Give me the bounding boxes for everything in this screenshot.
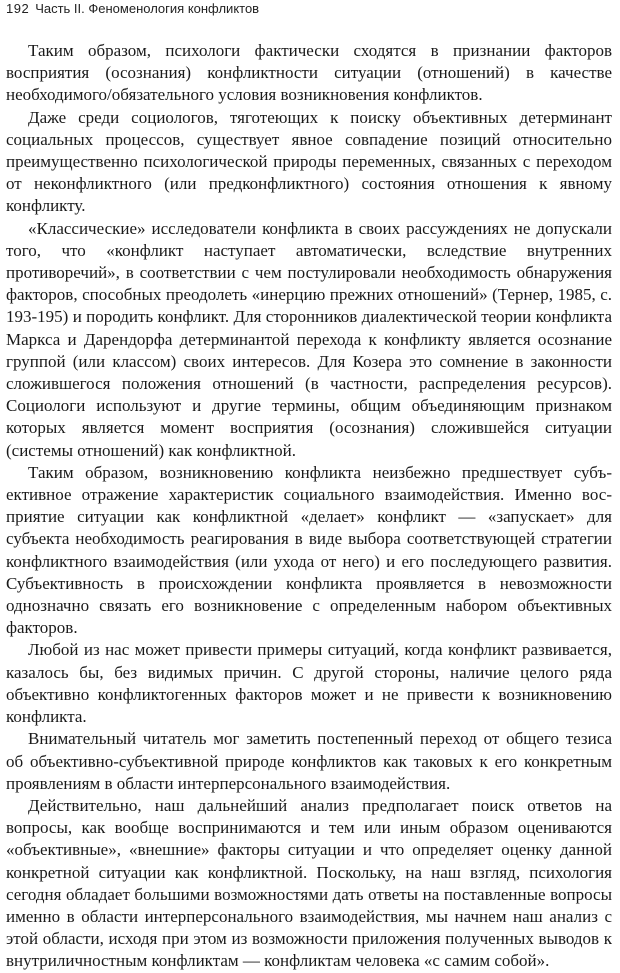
paragraph: Даже среди социологов, тяготеющих к поиску объективных детерминант социальных процессов, существует явное совпадение позиций относительно преимущественно психологической природы переменных, связанных с переходом от неконфликтного (или предконфликтного) состояния отношения к явному конфликту. <box>6 107 612 216</box>
paragraph: Таким образом, возникновению конфликта неизбежно предшествует субъективное отражение характеристик социального взаимодействия. Именно восприятие ситуации как конфликтной «делает» конфликт — «запускает» для субъекта необходимость реагирования в виде выбора соответствующей стратегии конфликтного взаимодействия (или ухода от него) и его последующего развития. Субъективность в происхождении конфликта проявляется в невозможности однозначно связать его возникновение с определенным набором объективных факторов. <box>6 462 612 638</box>
paragraph: Любой из нас может привести примеры ситуаций, когда конфликт развивается, казалось бы, без видимых причин. С другой стороны, наличие целого ряда объективно конфликтогенных факторов может и не привести к возникновению конфликта. <box>6 640 612 727</box>
body-text <box>6 40 612 973</box>
paragraph: Внимательный читатель мог заметить постепенный переход от общего тезиса об объективно-субъективной природе конфликтов как таковых к его конкретным проявлениям в области интерперсонального взаимодействия. <box>6 729 612 793</box>
paragraph: Действительно, наш дальнейший анализ предполагает поиск ответов на вопросы, как вообще воспринимаются и тем или иным образом оцениваются «объективные», «внешние» факторы ситуации и что определяет оценку данной конкретной ситуации как конфликтной. Поскольку, на наш взгляд, психология сегодня обладает большими возможностями дать ответы на поставленные вопросы именно в области интерперсонального взаимодействия, мы начнем наш анализ с этой области, исходя при этом из возможности приложения полученных выводов к внутриличностным конфликтам — конфликтам человека «с самим собой». <box>6 795 612 971</box>
running-header <box>6 0 259 18</box>
section-title: Часть II. Феноменология конфликтов <box>35 1 260 16</box>
page-number: 192 <box>6 1 30 16</box>
paragraph: Таким образом, психологи фактически сходятся в признании факторов восприятия (осознания) конфликтности ситуации (отношений) в качестве необходимого/обязательного условия возникновения конфликтов. <box>6 41 612 105</box>
paragraph: «Классические» исследователи конфликта в своих рассуждениях не допускали того, что «конфликт наступает автоматически, вследствие внутренних противоречий», в соответствии с чем постулировали необходимость обнаружения факторов, способных преодолеть «инерцию прежних отношений» (Тернер, 1985, с. 193-195) и породить конфликт. Для сторонников диалектической теории конфликта Маркса и Дарендорфа детерминантой перехода к конфликту является осознание группой (или классом) своих интересов. Для Козера это сомнение в законности сложившегося положения отношений (в частности, распределения ресурсов). Социологи используют и другие термины, общим объединяющим признаком которых является момент восприятия (осознания) сложившейся ситуации (системы отношений) как конфликтной. <box>6 218 612 460</box>
